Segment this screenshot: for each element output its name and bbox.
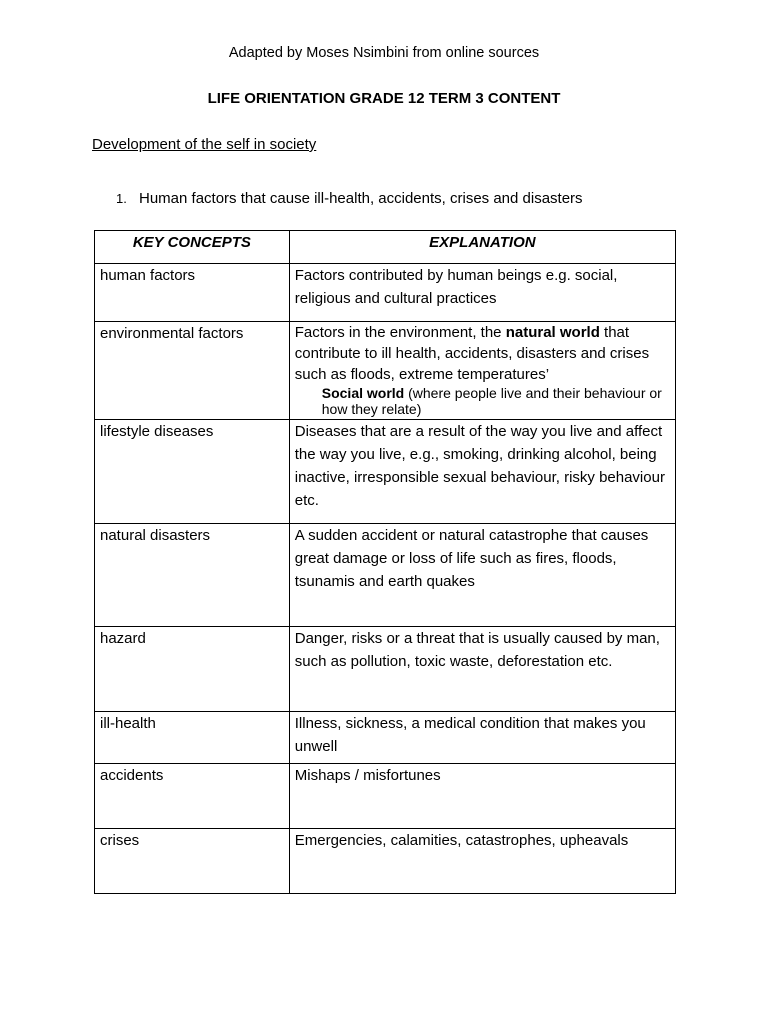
- concept-cell: crises: [95, 829, 290, 894]
- explanation-bold-term: natural world: [505, 324, 600, 341]
- explanation-cell: Factors contributed by human beings e.g. social, religious and cultural practices: [289, 264, 675, 322]
- table-row: [95, 764, 676, 829]
- explanation-cell: Emergencies, calamities, catastrophes, upheavals: [289, 829, 675, 894]
- section-heading: Development of the self in society: [92, 136, 317, 153]
- byline: Adapted by Moses Nsimbini from online sources: [228, 45, 540, 61]
- table-header-row: [95, 231, 676, 264]
- concept-cell: accidents: [95, 764, 290, 829]
- concept-cell: ill-health: [95, 712, 290, 764]
- document-title: LIFE ORIENTATION GRADE 12 TERM 3 CONTENT: [207, 90, 561, 107]
- concept-cell: environmental factors: [95, 322, 290, 420]
- explanation-cell: Danger, risks or a threat that is usually caused by man, such as pollution, toxic waste, deforestation etc.: [289, 627, 675, 712]
- explanation-text: that contribute to ill health, accidents, disasters and crises such as floods, extreme temperatures’: [294, 324, 650, 383]
- list-item-text: Human factors that cause ill-health, accidents, crises and disasters: [139, 190, 583, 207]
- explanation-cell: Diseases that are a result of the way you live and affect the way you live, e.g., smoking, drinking alcohol, being inactive, irresponsible sexual behaviour, risky behaviour etc.: [289, 420, 675, 524]
- table-row: [95, 627, 676, 712]
- explanation-cell: Mishaps / misfortunes: [289, 764, 675, 829]
- explanation-subnote: [322, 385, 670, 417]
- header-key-concepts: KEY CONCEPTS: [95, 231, 290, 264]
- table-row: [95, 420, 676, 524]
- explanation-cell: A sudden accident or natural catastrophe that causes great damage or loss of life such as fires, floods, tsunamis and earth quakes: [289, 524, 675, 627]
- explanation-text: Factors in the environment, the: [294, 324, 506, 341]
- concept-cell: natural disasters: [95, 524, 290, 627]
- explanation-cell: [289, 322, 675, 420]
- concept-cell: lifestyle diseases: [95, 420, 290, 524]
- subnote-bold-term: Social world: [321, 385, 405, 401]
- numbered-list-item: [116, 190, 583, 207]
- table-row: [95, 264, 676, 322]
- concept-cell: hazard: [95, 627, 290, 712]
- table-row: [95, 712, 676, 764]
- explanation-cell: Illness, sickness, a medical condition that makes you unwell: [289, 712, 675, 764]
- table-row: [95, 322, 676, 420]
- list-number: 1.: [116, 191, 127, 206]
- subnote-text: (where people live and their behaviour or how they relate): [321, 385, 662, 417]
- header-explanation: EXPLANATION: [289, 231, 675, 264]
- table-row: [95, 524, 676, 627]
- table-row: [95, 829, 676, 894]
- concept-cell: human factors: [95, 264, 290, 322]
- key-concepts-table: [94, 230, 676, 894]
